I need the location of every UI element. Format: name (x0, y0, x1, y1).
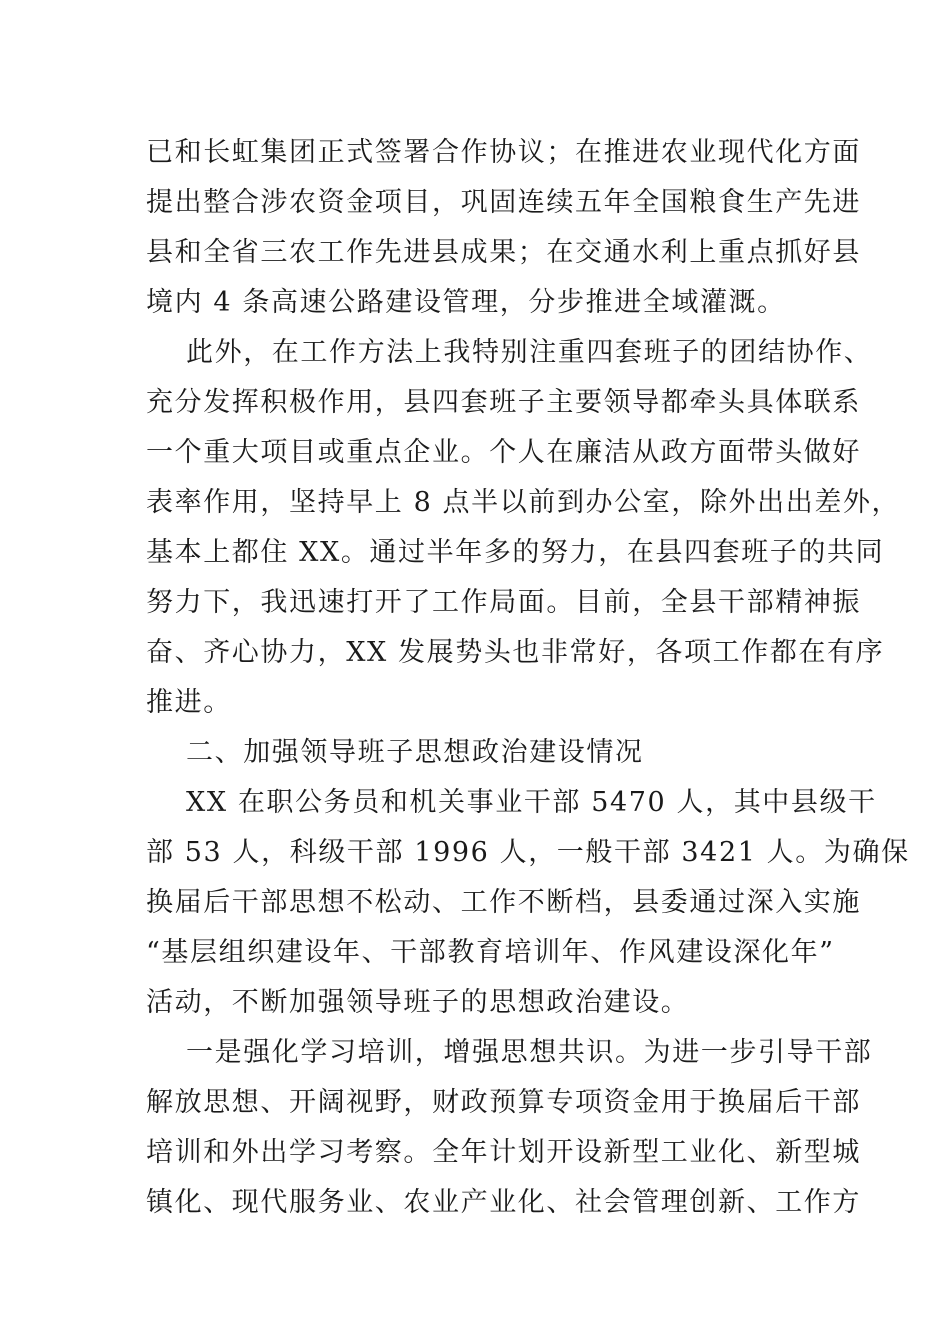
paragraph-3 (146, 778, 910, 1028)
document-body (146, 128, 910, 1228)
text-line: 培训和外出学习考察。全年计划开设新型工业化、新型城 (146, 1137, 861, 1168)
text-line: 提出整合涉农资金项目，巩固连续五年全国粮食生产先进 (146, 187, 861, 218)
text-line: 部 53 人，科级干部 1996 人，一般干部 3421 人。为确保 (146, 837, 910, 868)
paragraph-2 (146, 328, 901, 728)
text-line: 已和长虹集团正式签署合作协议；在推进农业现代化方面 (146, 137, 861, 168)
text-line: 充分发挥积极作用，县四套班子主要领导都牵头具体联系 (146, 387, 861, 418)
text-line: 县和全省三农工作先进县成果；在交通水利上重点抓好县 (146, 237, 861, 268)
text-line: 一个重大项目或重点企业。个人在廉洁从政方面带头做好 (146, 437, 861, 468)
text-line: 努力下，我迅速打开了工作局面。目前，全县干部精神振 (146, 587, 861, 618)
text-line: 境内 4 条高速公路建设管理，分步推进全域灌溉。 (146, 287, 786, 318)
text-line: 推进。 (146, 687, 232, 718)
text-line: 奋、齐心协力，XX 发展势头也非常好，各项工作都在有序 (146, 637, 885, 668)
text-line: “基层组织建设年、干部教育培训年、作风建设深化年” (146, 937, 835, 968)
text-line: 换届后干部思想不松动、工作不断档，县委通过深入实施 (146, 887, 861, 918)
text-line: 此外，在工作方法上我特别注重四套班子的团结协作、 (186, 337, 873, 368)
heading-line: 二、加强领导班子思想政治建设情况 (186, 737, 644, 768)
paragraph-1 (146, 128, 861, 328)
text-line: XX 在职公务员和机关事业干部 5470 人，其中县级干 (186, 787, 877, 818)
section-heading (146, 728, 826, 778)
paragraph-4 (146, 1028, 873, 1228)
text-line: 镇化、现代服务业、农业产业化、社会管理创新、工作方 (146, 1187, 861, 1218)
text-line: 表率作用，坚持早上 8 点半以前到办公室，除外出出差外， (146, 487, 901, 518)
text-line: 解放思想、开阔视野，财政预算专项资金用于换届后干部 (146, 1087, 861, 1118)
text-line: 活动，不断加强领导班子的思想政治建设。 (146, 987, 690, 1018)
text-line: 一是强化学习培训，增强思想共识。为进一步引导干部 (186, 1037, 873, 1068)
text-line: 基本上都住 XX。通过半年多的努力，在县四套班子的共同 (146, 537, 885, 568)
